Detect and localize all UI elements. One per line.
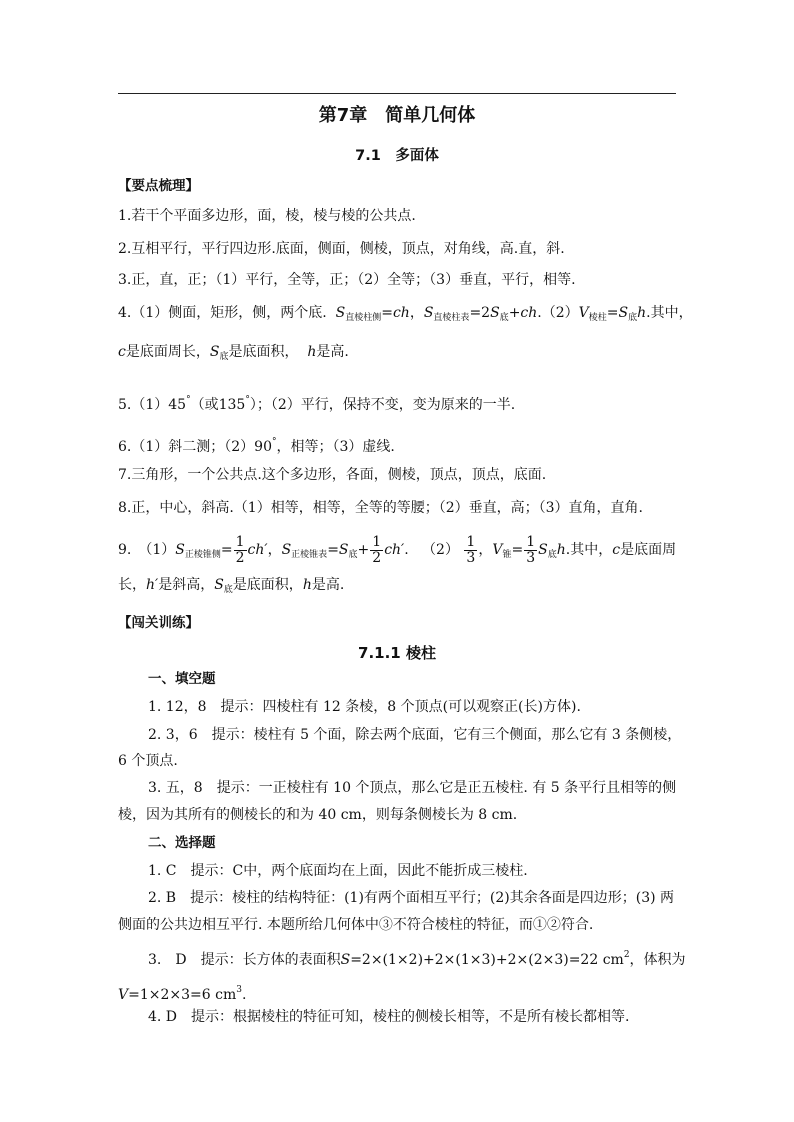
fraction-one-half: $\frac{1}{2}$ — [372, 533, 382, 566]
point-4: 4.（1）侧面，矩形，侧，两个底. $S_{直棱柱侧}=ch$，$S_{直棱柱表}=2S_底+ch.(2)V_{棱柱}=S_底h$.其中， — [118, 305, 693, 323]
point-5: 5.（1）45°（或135°）；（2）平行，保持不变，变为原来的一半. — [118, 395, 516, 413]
fill-3: 3. 五，8 提示：一正棱柱有 10 个顶点，那么它是正五棱柱. 有 5 条平行且相等的侧 — [148, 780, 677, 796]
point-1: 1.若干个平面多边形，面，棱，棱与棱的公共点. — [118, 208, 416, 224]
choice-3-cont: V=1×2×3=6 $cm^3$. — [118, 985, 247, 1003]
choice-3: 3. D 提示：长方体的表面积S=2×(1×2)+2×(1×3)+2×(2×3)=22 $cm^2$，体积为 — [148, 950, 686, 968]
choice-1: 1. C 提示：C中，两个底面均在上面，因此不能折成三棱柱. — [148, 863, 528, 879]
point-7: 7.三角形，一个公共点.这个多边形，各面，侧棱，顶点，顶点，底面. — [118, 467, 547, 483]
fill-heading: 一、填空题 — [148, 671, 216, 687]
point-4-cont: c是底面周长，$S_底$是底面积， h是高. — [118, 344, 349, 362]
fraction-one-third: $\frac{1}{3}$ — [526, 533, 536, 566]
choice-2: 2. B 提示：棱柱的结构特征：(1)有两个面相互平行；(2)其余各面是四边形；(3) 两 — [148, 890, 675, 906]
fill-3-cont: 棱，因为其所有的侧棱长的和为 40 cm，则每条侧棱长为 8 cm. — [118, 807, 518, 823]
chapter-title: 第7章 简单几何体 — [318, 105, 476, 126]
point-9-cont: 长，h′是斜高，$S_底$是底面积，h是高. — [118, 577, 345, 595]
section-title: 7.1 多面体 — [355, 148, 439, 164]
subsection-title: 7.1.1 棱柱 — [358, 644, 436, 662]
fill-2: 2. 3，6 提示：棱柱有 5 个面，除去两个底面，它有三个侧面，那么它有 3 条侧棱， — [148, 727, 682, 743]
point-3: 3.正，直，正；（1）平行，全等，正；（2）全等；（3）垂直，平行，相等. — [118, 272, 576, 288]
fill-1: 1. 12，8 提示：四棱柱有 12 条棱，8 个顶点(可以观察正(长)方体). — [148, 699, 581, 715]
fraction-one-half: $\frac{1}{2}$ — [235, 533, 245, 566]
fraction-one-third: $\frac{1}{3}$ — [466, 533, 476, 566]
point-9: 9. $(1)S_{正棱锥侧}=$ $\frac{1}{2}$ ch′，$S_{正棱锥表}=S_底+$ $\frac{1}{2}$ ch′. （2） $\frac{1}{3}$ ，$V_锥=$ $\frac{1}{3}$ $S_底h$.其中，c是底面周 — [118, 533, 677, 566]
point-8: 8.正，中心，斜高.（1）相等，相等，全等的等腰；（2）垂直，高；（3）直角，直角. — [118, 500, 643, 516]
training-heading: 【闯关训练】 — [118, 615, 199, 631]
header-rule — [118, 93, 676, 94]
point-2: 2.互相平行，平行四边形.底面，侧面，侧棱，顶点，对角线，高.直，斜. — [118, 241, 565, 257]
choice-2-cont: 侧面的公共边相互平行. 本题所给几何体中③不符合棱柱的特征，而①②符合. — [118, 917, 594, 933]
choice-4: 4. D 提示：根据棱柱的特征可知，棱柱的侧棱长相等，不是所有棱长都相等. — [148, 1009, 630, 1025]
choice-heading: 二、选择题 — [148, 835, 216, 851]
point-6: 6.（1）斜二测；（2）90°，相等；（3）虚线. — [118, 437, 395, 455]
fill-2-cont: 6 个顶点. — [118, 753, 178, 769]
summary-heading: 【要点梳理】 — [118, 178, 199, 194]
